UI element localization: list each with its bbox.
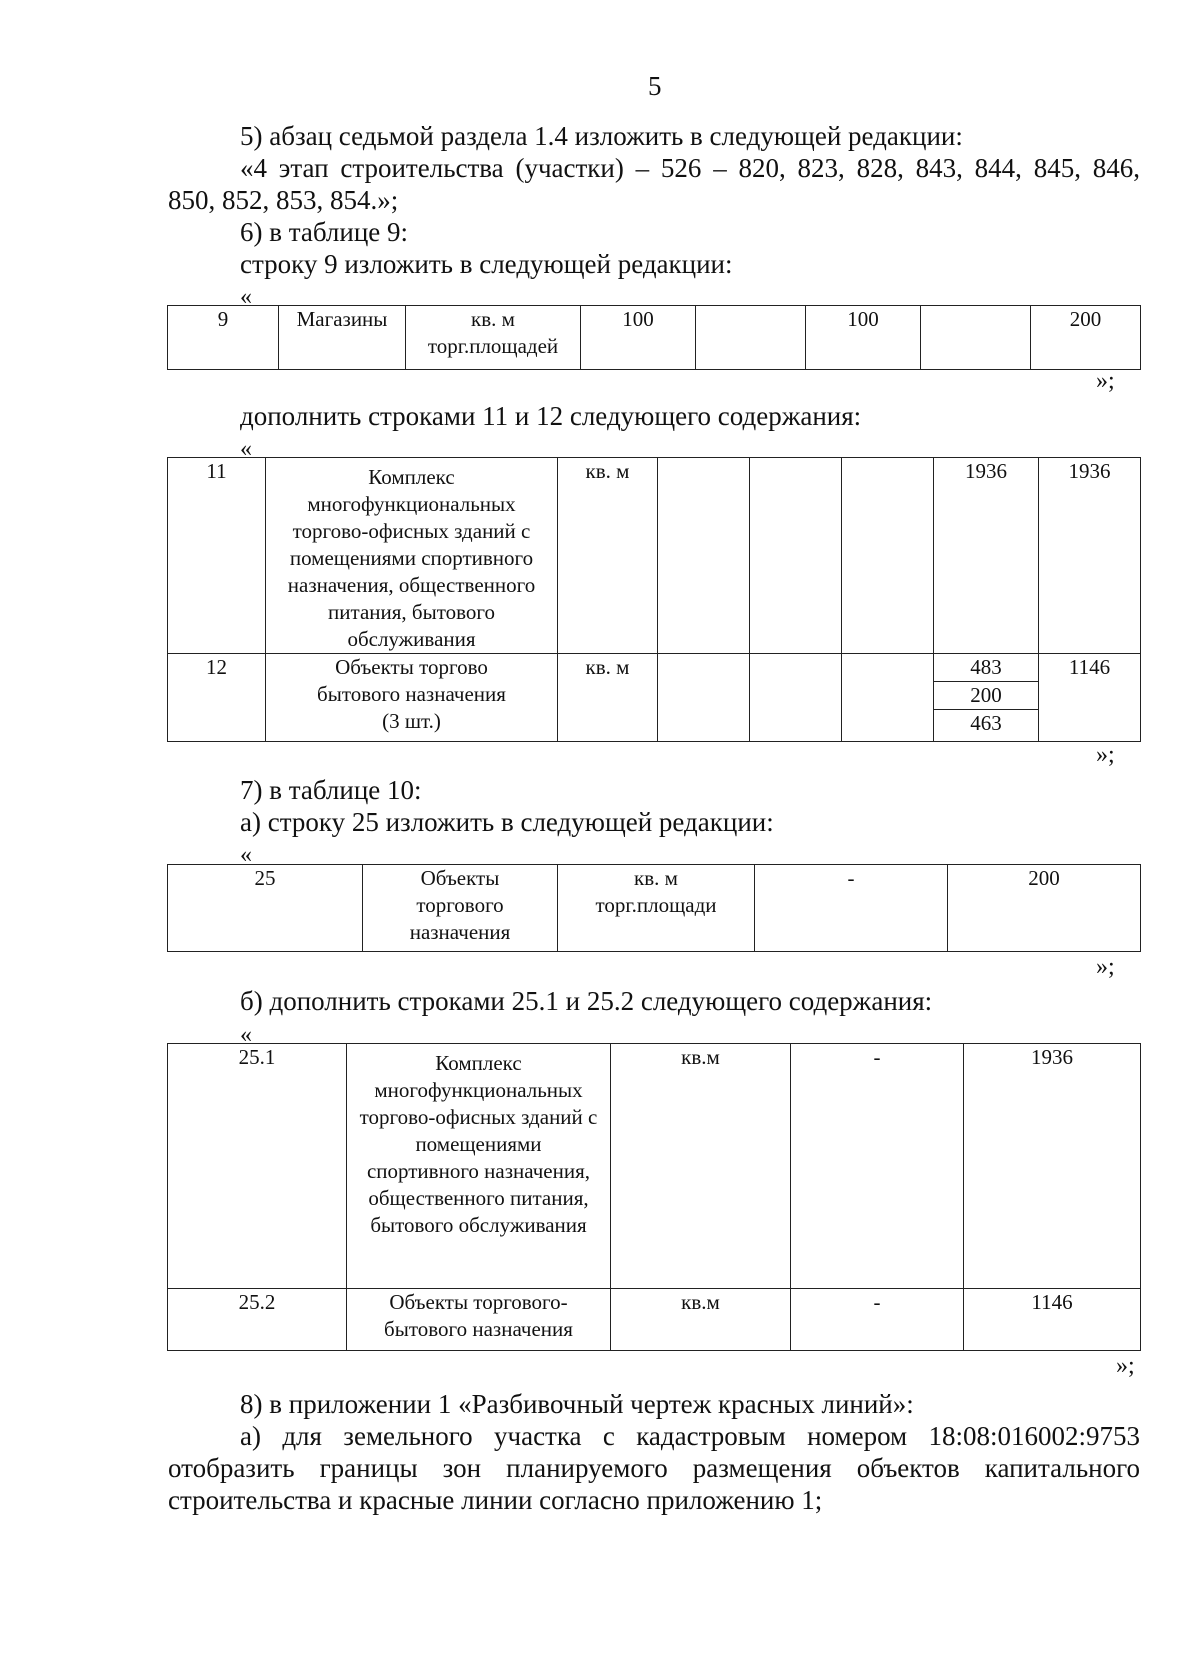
paragraph-6-row9: строку 9 изложить в следующей редакции: [240,249,733,279]
paragraph-7b: б) дополнить строками 25.1 и 25.2 следующего содержания: [240,986,933,1016]
cell-value: - [755,865,948,952]
cell-num: 25 [168,865,363,952]
cell-num: 12 [168,654,266,742]
close-quote: »; [1096,368,1115,394]
cell-unit: кв.м [611,1044,791,1289]
paragraph-8a-line1: а) для земельного участка с кадастровым номером 18:08:016002:9753 [240,1421,1140,1451]
table9-row9 [167,305,1141,370]
cell-unit: кв. м торг.площадей [406,306,581,370]
cell-value [842,458,934,654]
cell-num: 25.1 [168,1044,347,1289]
cell-value [750,654,842,742]
paragraph-7a: а) строку 25 изложить в следующей редакции: [240,807,774,837]
cell-value [658,458,750,654]
cell-value [696,306,806,370]
paragraph-8: 8) в приложении 1 «Разбивочный чертеж красных линий»: [240,1389,914,1419]
page-number: 5 [648,71,662,101]
paragraph-6: 6) в таблице 9: [240,217,409,247]
open-quote: « [240,842,252,868]
table10-rows-25-1-25-2 [167,1043,1141,1351]
cell-num: 11 [168,458,266,654]
open-quote: « [240,284,252,310]
cell-value: 1936 [934,458,1039,654]
cell-total: 200 [948,865,1141,952]
cell-unit: кв. м [558,458,658,654]
paragraph-5-quote-line1: «4 этап строительства (участки) – 526 – 820, 823, 828, 843, 844, 845, 846, [240,153,1140,183]
paragraph-6-add: дополнить строками 11 и 12 следующего содержания: [240,401,862,431]
cell-name: Объекты торгового назначения [363,865,558,952]
cell-name: Магазины [279,306,406,370]
cell-value [842,654,934,742]
cell-total: 1936 [964,1044,1141,1289]
close-quote: »; [1116,1353,1135,1379]
cell-num: 25.2 [168,1289,347,1351]
paragraph-7: 7) в таблице 10: [240,775,422,805]
paragraph-8a-line3: строительства и красные линии согласно приложению 1; [168,1485,823,1515]
cell-unit: кв. м торг.площади [558,865,755,952]
cell-name: Комплекс многофункциональных торгово-офисных зданий с помещениями спортивного назначения, общественного питания, бытового обслуживания [347,1044,611,1289]
open-quote: « [240,1022,252,1048]
cell-total: 1936 [1039,458,1141,654]
cell-value: - [791,1044,964,1289]
cell-unit: кв.м [611,1289,791,1351]
cell-total: 1146 [1039,654,1141,742]
paragraph-5: 5) абзац седьмой раздела 1.4 изложить в следующей редакции: [240,121,963,151]
paragraph-8a-line2: отобразить границы зон планируемого размещения объектов капитального [168,1453,1140,1483]
cell-parts [934,654,1039,742]
close-quote: »; [1096,742,1115,768]
cell-unit: кв. м [558,654,658,742]
cell-value: 100 [806,306,921,370]
cell-num: 9 [168,306,279,370]
cell-total: 200 [1031,306,1141,370]
table9-rows-11-12 [167,457,1141,742]
cell-value [921,306,1031,370]
part-value: 483 [934,654,1038,682]
close-quote: »; [1096,954,1115,980]
cell-name: Комплекс многофункциональных торгово-офисных зданий с помещениями спортивного назначения, общественного питания, бытового обслуживания [266,458,558,654]
paragraph-5-quote-line2: 850, 852, 853, 854.»; [168,185,399,215]
part-value: 200 [934,682,1038,710]
part-value: 463 [970,711,1002,735]
parts-subtable [934,654,1038,737]
cell-value [750,458,842,654]
table10-row25 [167,864,1141,952]
open-quote: « [240,436,252,462]
cell-name: Объекты торгово бытового назначения (3 шт.) [266,654,558,742]
cell-value: 100 [581,306,696,370]
cell-total: 1146 [964,1289,1141,1351]
cell-value: - [791,1289,964,1351]
cell-name: Объекты торгового-бытового назначения [347,1289,611,1351]
cell-value [658,654,750,742]
